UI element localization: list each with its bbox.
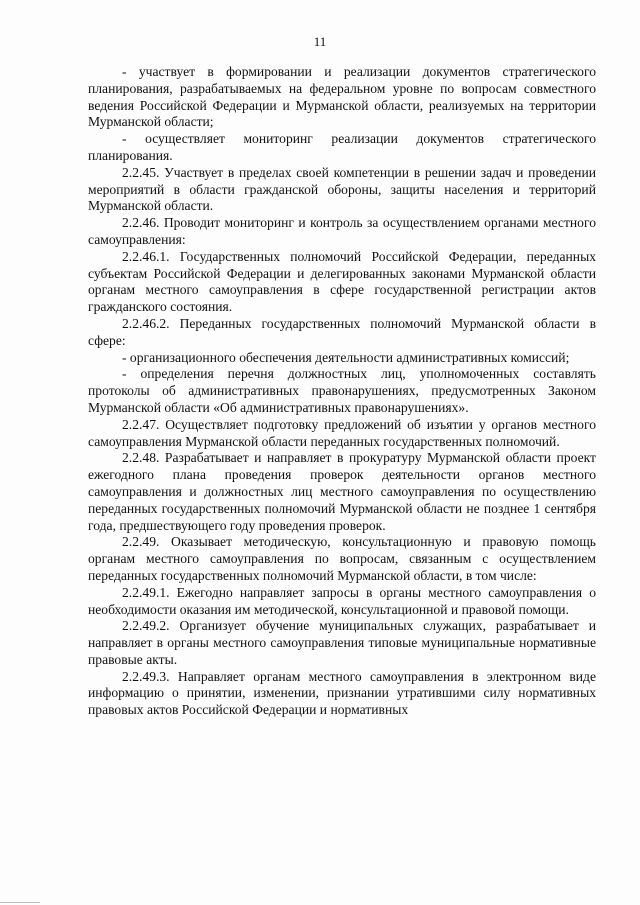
paragraph-2-2-45: 2.2.45. Участвует в пределах своей компетенции в решении задач и проведении мероприятий в области гражданской обороны, защиты населения и территорий Мурманской области. — [88, 164, 596, 214]
paragraph-2-2-46-1: 2.2.46.1. Государственных полномочий Российской Федерации, переданных субъектам Российской Федерации и делегированных законами Мурманской области органам местного самоуправления в сфере государственной регистрации актов гражданского состояния. — [88, 248, 596, 315]
paragraph-administrative-commissions: - организационного обеспечения деятельности административных комиссий; — [122, 349, 570, 365]
document-body — [88, 64, 596, 719]
paragraph-2-2-46-2: 2.2.46.2. Переданных государственных полномочий Мурманской области в сфере: — [88, 315, 596, 348]
paragraph-2-2-48: 2.2.48. Разрабатывает и направляет в прокуратуру Мурманской области проект ежегодного плана проведения проверок деятельности органов местного самоуправления и должностных лиц местного самоуправления по осуществлению переданных государственных полномочий Мурманской области не позднее 1 сентября года, предшествующего году проведения проверок. — [88, 450, 596, 533]
paragraph-2-2-46: 2.2.46. Проводит мониторинг и контроль за осуществлением органами местного самоуправления: — [88, 215, 596, 247]
paragraph-strategic-planning-monitoring: - осуществляет мониторинг реализации документов стратегического планирования. — [88, 131, 596, 163]
paragraph-officials-list: - определения перечня должностных лиц, уполномоченных составлять протоколы об административных правонарушениях, предусмотренных Законом Мурманской области «Об административных правонарушениях». — [88, 366, 596, 415]
paragraph-2-2-47: 2.2.47. Осуществляет подготовку предложений об изъятии у органов местного самоуправления Мурманской области переданных государственных полномочий. — [88, 416, 596, 449]
paragraph-2-2-49-1: 2.2.49.1. Ежегодно направляет запросы в органы местного самоуправления о необходимости оказания им методической, консультационной и правовой помощи. — [88, 584, 596, 617]
paragraph-strategic-planning-participation: - участвует в формировании и реализации документов стратегического планирования, разрабатываемых на федеральном уровне по вопросам совместного ведения Российской Федерации и Мурманской области, реализуемых на территории Мурманской области; — [88, 64, 596, 130]
paragraph-2-2-49: 2.2.49. Оказывает методическую, консультационную и правовую помощь органам местного самоуправления по вопросам, связанным с осуществлением переданных государственных полномочий Мурманской области, в том числе: — [88, 534, 596, 583]
paragraph-2-2-49-2: 2.2.49.2. Организует обучение муниципальных служащих, разрабатывает и направляет в органы местного самоуправления типовые муниципальные нормативные правовые акты. — [88, 618, 596, 667]
page-number: 11 — [313, 34, 327, 49]
paragraph-2-2-49-3: 2.2.49.3. Направляет органам местного самоуправления в электронном виде информацию о принятии, изменении, признании утратившими силу нормативных правовых актов Российской Федерации и нормативных — [88, 668, 596, 718]
scan-edge-line — [0, 902, 40, 903]
